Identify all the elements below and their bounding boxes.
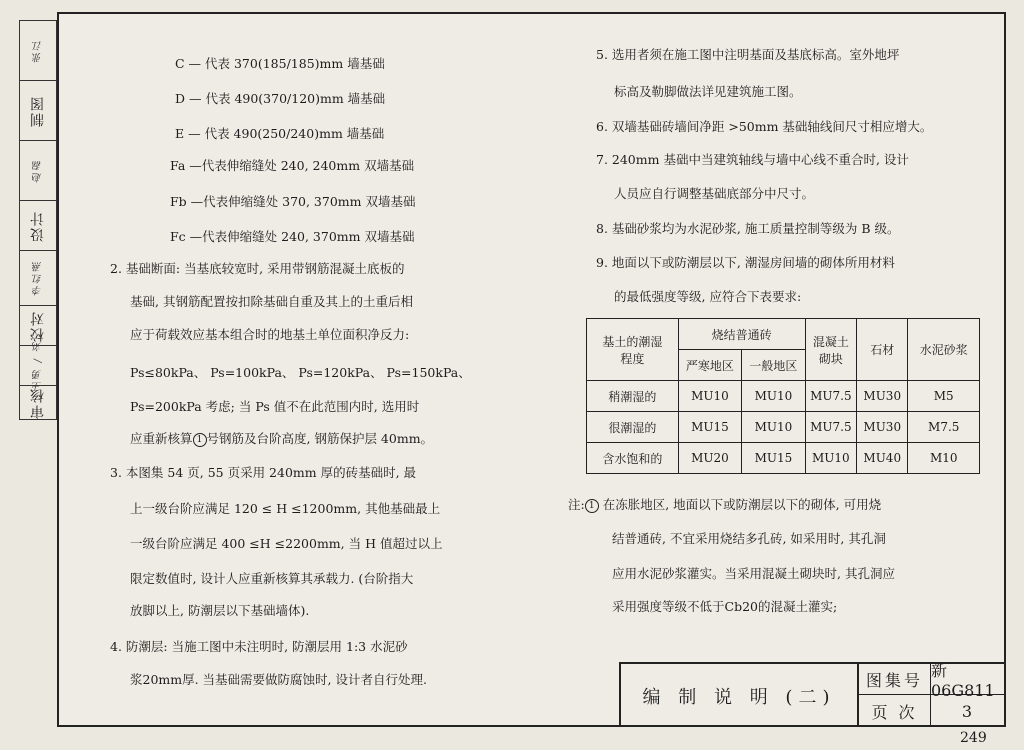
strip-cell-design-sign bbox=[20, 251, 56, 306]
table-cell: M7.5 bbox=[908, 412, 980, 443]
code-line-e: E — 代表 490(250/240)mm 墙基础 bbox=[175, 126, 385, 141]
table-cell: MU7.5 bbox=[805, 412, 856, 443]
table-header-mortar: 水泥砂浆 bbox=[908, 319, 980, 381]
strip-signature: 张江 bbox=[32, 38, 44, 63]
item4-line1: 4. 防潮层: 当施工图中未注明时, 防潮层用 1:3 水泥砂 bbox=[110, 639, 408, 654]
atlas-label: 图集号 bbox=[859, 664, 931, 695]
table-header-block bbox=[805, 319, 856, 381]
code-line-c: C — 代表 370(185/185)mm 墙基础 bbox=[175, 56, 385, 71]
item2-line5: Ps=200kPa 考虑; 当 Ps 值不在此范围内时, 选用时 bbox=[130, 399, 420, 414]
table-cell: MU30 bbox=[857, 412, 908, 443]
note-line4: 采用强度等级不低于Cb20的混凝土灌实; bbox=[612, 599, 838, 614]
note-prefix: 注: bbox=[568, 497, 585, 512]
strip-cell-review bbox=[20, 386, 56, 419]
table-header-text: 砌块 bbox=[818, 351, 843, 366]
page-value: 3 bbox=[961, 701, 976, 721]
code-line-fa: Fa —代表伸缩缝处 240, 240mm 双墙基础 bbox=[170, 158, 415, 173]
table-cell: MU15 bbox=[678, 412, 741, 443]
table-cell: MU10 bbox=[742, 412, 805, 443]
table-header-text: 基土的潮湿 bbox=[602, 334, 663, 349]
strip-cell-check-sign bbox=[20, 339, 56, 392]
strip-signature: 李红燕 bbox=[32, 260, 44, 296]
table-cell: M5 bbox=[908, 381, 980, 412]
strip-signature: 王勇 / 刘 bbox=[32, 339, 44, 392]
table-cell: 稍潮湿的 bbox=[587, 381, 679, 412]
circled-number: 1 bbox=[193, 433, 207, 447]
table-header-stone: 石材 bbox=[857, 319, 908, 381]
strip-role-review: 审核 bbox=[30, 386, 46, 419]
page-label: 页 次 bbox=[859, 695, 931, 727]
note-text: 在冻胀地区, 地面以下或防潮层以下的砌体, 可用烧 bbox=[602, 497, 882, 512]
table-cell: M10 bbox=[908, 443, 980, 474]
table-cell: MU15 bbox=[742, 443, 805, 474]
strength-table bbox=[586, 318, 980, 474]
note-line3: 应用水泥砂浆灌实。当采用混凝土砌块时, 其孔洞应 bbox=[612, 566, 895, 581]
table-cell: MU10 bbox=[678, 381, 741, 412]
item6: 6. 双墙基础砖墙间净距 >50mm 基础轴线间尺寸相应增大。 bbox=[596, 119, 933, 134]
page-number: 249 bbox=[960, 730, 987, 746]
item2-line6-b: 号钢筋及台阶高度, 钢筋保护层 40mm。 bbox=[206, 431, 434, 446]
strip-role-drawing: 制图 bbox=[30, 94, 46, 127]
item2-line3: 应于荷载效应基本组合时的地基土单位面积净反力: bbox=[130, 327, 410, 342]
strip-cell-top bbox=[20, 21, 56, 81]
table-cell: MU10 bbox=[742, 381, 805, 412]
table-header-text: 程度 bbox=[620, 351, 645, 366]
note-line1 bbox=[568, 498, 881, 513]
note-line2: 结普通砖, 不宜采用烧结多孔砖, 如采用时, 其孔洞 bbox=[612, 531, 886, 546]
item2-line2: 基础, 其钢筋配置按扣除基础自重及其上的土重后相 bbox=[130, 294, 413, 309]
code-line-fc: Fc —代表伸缩缝处 240, 370mm 双墙基础 bbox=[170, 229, 415, 244]
atlas-value: 新06G811 bbox=[931, 664, 1006, 695]
table-header-text: 混凝土 bbox=[812, 334, 849, 349]
table-header-brick: 烧结普通砖 bbox=[678, 319, 805, 350]
table-cell: 很潮湿的 bbox=[587, 412, 679, 443]
table-header-moisture bbox=[587, 319, 679, 381]
sheet-title: 编 制 说 明 (二) bbox=[621, 664, 859, 727]
strip-cell-drawing bbox=[20, 81, 56, 141]
title-block bbox=[619, 662, 1006, 727]
table-header-cold: 严寒地区 bbox=[678, 350, 741, 381]
item9-line2: 的最低强度等级, 应符合下表要求: bbox=[614, 289, 802, 304]
strip-cell-design bbox=[20, 201, 56, 251]
table-cell: MU40 bbox=[857, 443, 908, 474]
strip-cell-drawing-sign bbox=[20, 141, 56, 201]
item3-line1: 3. 本图集 54 页, 55 页采用 240mm 厚的砖基础时, 最 bbox=[110, 465, 417, 480]
item8: 8. 基础砂浆均为水泥砂浆, 施工质量控制等级为 B 级。 bbox=[596, 221, 900, 236]
item3-line4: 限定数值时, 设计人应重新核算其承载力. (台阶指大 bbox=[130, 571, 414, 586]
item2-line1: 2. 基础断面: 当基底较宽时, 采用带钢筋混凝土底板的 bbox=[110, 261, 405, 276]
table-row bbox=[587, 412, 980, 443]
item7-line2: 人员应自行调整基础底部分中尺寸。 bbox=[614, 186, 815, 201]
item3-line5: 放脚以上, 防潮层以下基础墙体). bbox=[130, 603, 310, 618]
item2-line6 bbox=[130, 432, 433, 447]
table-cell: MU10 bbox=[805, 443, 856, 474]
item9-line1: 9. 地面以下或防潮层以下, 潮湿房间墙的砌体所用材料 bbox=[596, 255, 895, 270]
item4-line2: 浆20mm厚. 当基础需要做防腐蚀时, 设计者自行处理. bbox=[130, 672, 427, 687]
circled-number: 1 bbox=[585, 499, 599, 513]
strip-role-check: 校对 bbox=[30, 309, 46, 342]
code-line-fb: Fb —代表伸缩缝处 370, 370mm 双墙基础 bbox=[170, 194, 416, 209]
strip-role-design: 设计 bbox=[30, 209, 46, 242]
approval-strip bbox=[19, 20, 57, 420]
item3-line3: 一级台阶应满足 400 ≤H ≤2200mm, 当 H 值超过以上 bbox=[130, 536, 443, 551]
item2-line6-a: 应重新核算 bbox=[130, 431, 193, 446]
item5-line2: 标高及勒脚做法详见建筑施工图。 bbox=[614, 84, 802, 99]
table-cell: MU7.5 bbox=[805, 381, 856, 412]
item7-line1: 7. 240mm 基础中当建筑轴线与墙中心线不重合时, 设计 bbox=[596, 152, 909, 167]
item2-line4: Ps≤80kPa、 Ps=100kPa、 Ps=120kPa、 Ps=150kPa、 bbox=[130, 365, 471, 380]
code-line-d: D — 代表 490(370/120)mm 墙基础 bbox=[175, 91, 386, 106]
table-row bbox=[587, 443, 980, 474]
item5-line1: 5. 选用者须在施工图中注明基面及基底标高。室外地坪 bbox=[596, 47, 900, 62]
table-row bbox=[587, 381, 980, 412]
table-cell: MU20 bbox=[678, 443, 741, 474]
table-cell: MU30 bbox=[857, 381, 908, 412]
strip-signature: 赵磊 bbox=[32, 158, 44, 183]
table-cell: 含水饱和的 bbox=[587, 443, 679, 474]
item3-line2: 上一级台阶应满足 120 ≤ H ≤1200mm, 其他基础最上 bbox=[130, 501, 441, 516]
table-header-normal: 一般地区 bbox=[742, 350, 805, 381]
